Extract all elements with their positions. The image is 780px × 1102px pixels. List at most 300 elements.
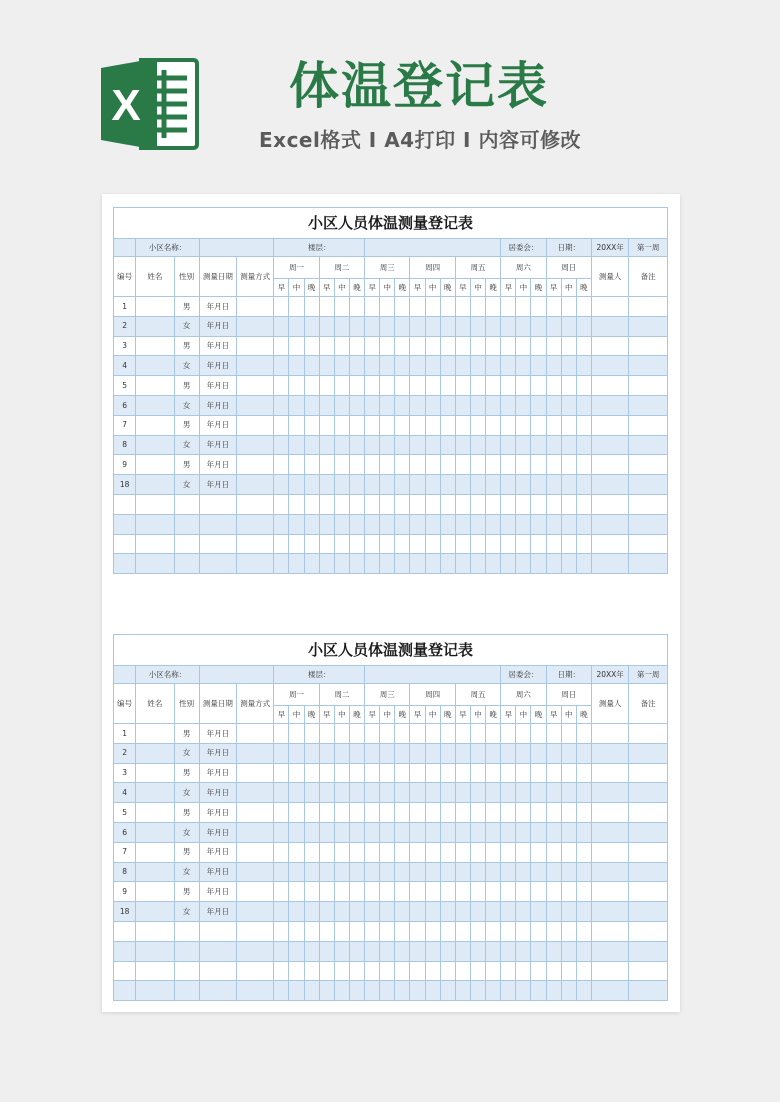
temperature-cell[interactable] (576, 743, 591, 763)
temperature-cell[interactable] (440, 395, 455, 415)
temperature-cell[interactable] (486, 842, 501, 862)
temperature-cell[interactable] (410, 316, 425, 336)
temperature-cell[interactable] (289, 475, 304, 495)
measurer-cell[interactable] (591, 842, 628, 862)
temperature-cell[interactable] (395, 475, 410, 495)
measurer-cell[interactable] (591, 336, 628, 356)
temperature-cell[interactable] (349, 783, 364, 803)
temperature-cell[interactable] (531, 494, 546, 514)
temperature-cell[interactable] (274, 336, 289, 356)
temperature-cell[interactable] (304, 941, 319, 961)
measurer-cell[interactable] (591, 554, 628, 574)
temperature-cell[interactable] (440, 534, 455, 554)
name-cell[interactable] (136, 514, 174, 534)
temperature-cell[interactable] (319, 475, 334, 495)
temperature-cell[interactable] (395, 356, 410, 376)
temperature-cell[interactable] (365, 376, 380, 396)
temperature-cell[interactable] (440, 376, 455, 396)
name-cell[interactable] (136, 415, 174, 435)
temperature-cell[interactable] (395, 494, 410, 514)
temperature-cell[interactable] (349, 336, 364, 356)
temperature-cell[interactable] (486, 882, 501, 902)
temperature-cell[interactable] (380, 981, 395, 1001)
temperature-cell[interactable] (516, 763, 531, 783)
measurer-cell[interactable] (591, 822, 628, 842)
temperature-cell[interactable] (304, 981, 319, 1001)
temperature-cell[interactable] (349, 763, 364, 783)
temperature-cell[interactable] (395, 783, 410, 803)
temperature-cell[interactable] (304, 763, 319, 783)
method-cell[interactable] (237, 743, 274, 763)
temperature-cell[interactable] (470, 435, 485, 455)
temperature-cell[interactable] (395, 534, 410, 554)
temperature-cell[interactable] (319, 862, 334, 882)
temperature-cell[interactable] (319, 783, 334, 803)
temperature-cell[interactable] (410, 724, 425, 744)
name-cell[interactable] (136, 455, 174, 475)
temperature-cell[interactable] (576, 882, 591, 902)
temperature-cell[interactable] (289, 455, 304, 475)
temperature-cell[interactable] (349, 514, 364, 534)
temperature-cell[interactable] (501, 803, 516, 823)
temperature-cell[interactable] (395, 822, 410, 842)
remarks-cell[interactable] (629, 822, 668, 842)
temperature-cell[interactable] (410, 554, 425, 574)
temperature-cell[interactable] (289, 882, 304, 902)
temperature-cell[interactable] (289, 822, 304, 842)
temperature-cell[interactable] (395, 554, 410, 574)
community-name-field[interactable] (199, 666, 274, 684)
temperature-cell[interactable] (440, 724, 455, 744)
temperature-cell[interactable] (576, 941, 591, 961)
measurer-cell[interactable] (591, 921, 628, 941)
temperature-cell[interactable] (486, 743, 501, 763)
method-cell[interactable] (237, 921, 274, 941)
temperature-cell[interactable] (486, 435, 501, 455)
temperature-cell[interactable] (546, 763, 561, 783)
temperature-cell[interactable] (486, 803, 501, 823)
temperature-cell[interactable] (334, 803, 349, 823)
temperature-cell[interactable] (425, 961, 440, 981)
remarks-cell[interactable] (629, 435, 668, 455)
name-cell[interactable] (136, 743, 174, 763)
measurer-cell[interactable] (591, 862, 628, 882)
name-cell[interactable] (136, 435, 174, 455)
temperature-cell[interactable] (576, 415, 591, 435)
temperature-cell[interactable] (304, 554, 319, 574)
temperature-cell[interactable] (410, 882, 425, 902)
temperature-cell[interactable] (304, 415, 319, 435)
temperature-cell[interactable] (304, 376, 319, 396)
temperature-cell[interactable] (304, 842, 319, 862)
temperature-cell[interactable] (576, 902, 591, 922)
temperature-cell[interactable] (531, 921, 546, 941)
temperature-cell[interactable] (365, 475, 380, 495)
temperature-cell[interactable] (395, 435, 410, 455)
temperature-cell[interactable] (486, 941, 501, 961)
temperature-cell[interactable] (470, 882, 485, 902)
remarks-cell[interactable] (629, 902, 668, 922)
temperature-cell[interactable] (576, 842, 591, 862)
method-cell[interactable] (237, 336, 274, 356)
temperature-cell[interactable] (561, 941, 576, 961)
temperature-cell[interactable] (501, 415, 516, 435)
name-cell[interactable] (136, 376, 174, 396)
name-cell[interactable] (136, 724, 174, 744)
temperature-cell[interactable] (440, 961, 455, 981)
temperature-cell[interactable] (576, 763, 591, 783)
temperature-cell[interactable] (516, 316, 531, 336)
temperature-cell[interactable] (274, 803, 289, 823)
remarks-cell[interactable] (629, 336, 668, 356)
temperature-cell[interactable] (410, 376, 425, 396)
temperature-cell[interactable] (319, 921, 334, 941)
temperature-cell[interactable] (304, 356, 319, 376)
temperature-cell[interactable] (410, 534, 425, 554)
temperature-cell[interactable] (425, 822, 440, 842)
temperature-cell[interactable] (349, 842, 364, 862)
measurer-cell[interactable] (591, 534, 628, 554)
temperature-cell[interactable] (576, 921, 591, 941)
temperature-cell[interactable] (516, 415, 531, 435)
temperature-cell[interactable] (380, 395, 395, 415)
temperature-cell[interactable] (334, 724, 349, 744)
method-cell[interactable] (237, 475, 274, 495)
temperature-cell[interactable] (531, 763, 546, 783)
temperature-cell[interactable] (561, 842, 576, 862)
temperature-cell[interactable] (365, 435, 380, 455)
name-cell[interactable] (136, 941, 174, 961)
temperature-cell[interactable] (531, 514, 546, 534)
temperature-cell[interactable] (365, 981, 380, 1001)
temperature-cell[interactable] (561, 534, 576, 554)
temperature-cell[interactable] (561, 356, 576, 376)
temperature-cell[interactable] (486, 822, 501, 842)
temperature-cell[interactable] (516, 724, 531, 744)
temperature-cell[interactable] (380, 724, 395, 744)
remarks-cell[interactable] (629, 475, 668, 495)
temperature-cell[interactable] (425, 356, 440, 376)
temperature-cell[interactable] (319, 554, 334, 574)
temperature-cell[interactable] (455, 941, 470, 961)
temperature-cell[interactable] (410, 743, 425, 763)
temperature-cell[interactable] (486, 763, 501, 783)
temperature-cell[interactable] (470, 981, 485, 1001)
method-cell[interactable] (237, 803, 274, 823)
temperature-cell[interactable] (486, 475, 501, 495)
measurer-cell[interactable] (591, 902, 628, 922)
temperature-cell[interactable] (425, 554, 440, 574)
remarks-cell[interactable] (629, 494, 668, 514)
temperature-cell[interactable] (274, 763, 289, 783)
temperature-cell[interactable] (501, 316, 516, 336)
temperature-cell[interactable] (440, 981, 455, 1001)
temperature-cell[interactable] (486, 862, 501, 882)
method-cell[interactable] (237, 376, 274, 396)
method-cell[interactable] (237, 724, 274, 744)
temperature-cell[interactable] (531, 941, 546, 961)
measurer-cell[interactable] (591, 981, 628, 1001)
temperature-cell[interactable] (334, 376, 349, 396)
temperature-cell[interactable] (319, 803, 334, 823)
temperature-cell[interactable] (486, 902, 501, 922)
temperature-cell[interactable] (561, 921, 576, 941)
temperature-cell[interactable] (516, 534, 531, 554)
temperature-cell[interactable] (561, 961, 576, 981)
temperature-cell[interactable] (410, 981, 425, 1001)
temperature-cell[interactable] (546, 455, 561, 475)
remarks-cell[interactable] (629, 415, 668, 435)
temperature-cell[interactable] (319, 316, 334, 336)
temperature-cell[interactable] (274, 783, 289, 803)
temperature-cell[interactable] (501, 356, 516, 376)
temperature-cell[interactable] (470, 902, 485, 922)
temperature-cell[interactable] (561, 494, 576, 514)
temperature-cell[interactable] (365, 763, 380, 783)
temperature-cell[interactable] (334, 862, 349, 882)
temperature-cell[interactable] (531, 554, 546, 574)
measurer-cell[interactable] (591, 356, 628, 376)
temperature-cell[interactable] (380, 783, 395, 803)
temperature-cell[interactable] (516, 395, 531, 415)
temperature-cell[interactable] (455, 514, 470, 534)
temperature-cell[interactable] (334, 475, 349, 495)
temperature-cell[interactable] (470, 743, 485, 763)
temperature-cell[interactable] (425, 534, 440, 554)
temperature-cell[interactable] (531, 534, 546, 554)
temperature-cell[interactable] (380, 435, 395, 455)
temperature-cell[interactable] (576, 554, 591, 574)
name-cell[interactable] (136, 336, 174, 356)
temperature-cell[interactable] (576, 534, 591, 554)
temperature-cell[interactable] (274, 724, 289, 744)
name-cell[interactable] (136, 921, 174, 941)
temperature-cell[interactable] (304, 902, 319, 922)
floor-field[interactable] (365, 239, 501, 257)
temperature-cell[interactable] (546, 783, 561, 803)
temperature-cell[interactable] (410, 514, 425, 534)
temperature-cell[interactable] (486, 724, 501, 744)
temperature-cell[interactable] (349, 475, 364, 495)
name-cell[interactable] (136, 783, 174, 803)
temperature-cell[interactable] (365, 554, 380, 574)
temperature-cell[interactable] (531, 475, 546, 495)
temperature-cell[interactable] (395, 862, 410, 882)
temperature-cell[interactable] (546, 395, 561, 415)
temperature-cell[interactable] (304, 961, 319, 981)
temperature-cell[interactable] (470, 822, 485, 842)
temperature-cell[interactable] (455, 455, 470, 475)
temperature-cell[interactable] (501, 534, 516, 554)
temperature-cell[interactable] (380, 961, 395, 981)
temperature-cell[interactable] (531, 961, 546, 981)
remarks-cell[interactable] (629, 763, 668, 783)
temperature-cell[interactable] (349, 902, 364, 922)
temperature-cell[interactable] (546, 981, 561, 1001)
temperature-cell[interactable] (440, 842, 455, 862)
temperature-cell[interactable] (546, 554, 561, 574)
temperature-cell[interactable] (455, 822, 470, 842)
temperature-cell[interactable] (334, 297, 349, 317)
temperature-cell[interactable] (561, 475, 576, 495)
temperature-cell[interactable] (395, 316, 410, 336)
temperature-cell[interactable] (516, 435, 531, 455)
method-cell[interactable] (237, 395, 274, 415)
temperature-cell[interactable] (334, 902, 349, 922)
temperature-cell[interactable] (289, 395, 304, 415)
temperature-cell[interactable] (365, 494, 380, 514)
temperature-cell[interactable] (546, 961, 561, 981)
temperature-cell[interactable] (546, 316, 561, 336)
name-cell[interactable] (136, 961, 174, 981)
remarks-cell[interactable] (629, 921, 668, 941)
temperature-cell[interactable] (425, 395, 440, 415)
temperature-cell[interactable] (516, 803, 531, 823)
temperature-cell[interactable] (334, 921, 349, 941)
temperature-cell[interactable] (274, 475, 289, 495)
temperature-cell[interactable] (516, 376, 531, 396)
temperature-cell[interactable] (274, 961, 289, 981)
temperature-cell[interactable] (531, 803, 546, 823)
temperature-cell[interactable] (334, 356, 349, 376)
temperature-cell[interactable] (410, 297, 425, 317)
remarks-cell[interactable] (629, 356, 668, 376)
temperature-cell[interactable] (546, 941, 561, 961)
temperature-cell[interactable] (425, 743, 440, 763)
temperature-cell[interactable] (455, 763, 470, 783)
temperature-cell[interactable] (334, 455, 349, 475)
temperature-cell[interactable] (365, 395, 380, 415)
temperature-cell[interactable] (425, 316, 440, 336)
temperature-cell[interactable] (365, 514, 380, 534)
temperature-cell[interactable] (470, 297, 485, 317)
temperature-cell[interactable] (319, 297, 334, 317)
temperature-cell[interactable] (274, 455, 289, 475)
temperature-cell[interactable] (516, 356, 531, 376)
remarks-cell[interactable] (629, 514, 668, 534)
temperature-cell[interactable] (274, 494, 289, 514)
temperature-cell[interactable] (546, 921, 561, 941)
measurer-cell[interactable] (591, 941, 628, 961)
temperature-cell[interactable] (349, 494, 364, 514)
temperature-cell[interactable] (380, 336, 395, 356)
temperature-cell[interactable] (380, 842, 395, 862)
temperature-cell[interactable] (274, 297, 289, 317)
temperature-cell[interactable] (501, 961, 516, 981)
temperature-cell[interactable] (516, 455, 531, 475)
temperature-cell[interactable] (410, 435, 425, 455)
temperature-cell[interactable] (531, 981, 546, 1001)
temperature-cell[interactable] (501, 435, 516, 455)
temperature-cell[interactable] (349, 316, 364, 336)
temperature-cell[interactable] (531, 743, 546, 763)
temperature-cell[interactable] (349, 356, 364, 376)
temperature-cell[interactable] (274, 921, 289, 941)
name-cell[interactable] (136, 803, 174, 823)
temperature-cell[interactable] (410, 921, 425, 941)
temperature-cell[interactable] (334, 961, 349, 981)
temperature-cell[interactable] (425, 783, 440, 803)
measurer-cell[interactable] (591, 376, 628, 396)
temperature-cell[interactable] (516, 822, 531, 842)
temperature-cell[interactable] (304, 783, 319, 803)
temperature-cell[interactable] (561, 554, 576, 574)
name-cell[interactable] (136, 763, 174, 783)
temperature-cell[interactable] (425, 336, 440, 356)
temperature-cell[interactable] (425, 882, 440, 902)
name-cell[interactable] (136, 494, 174, 514)
method-cell[interactable] (237, 297, 274, 317)
temperature-cell[interactable] (425, 763, 440, 783)
temperature-cell[interactable] (365, 356, 380, 376)
temperature-cell[interactable] (576, 376, 591, 396)
temperature-cell[interactable] (349, 961, 364, 981)
temperature-cell[interactable] (561, 822, 576, 842)
temperature-cell[interactable] (319, 882, 334, 902)
temperature-cell[interactable] (501, 842, 516, 862)
temperature-cell[interactable] (349, 376, 364, 396)
temperature-cell[interactable] (486, 316, 501, 336)
temperature-cell[interactable] (531, 435, 546, 455)
method-cell[interactable] (237, 356, 274, 376)
temperature-cell[interactable] (440, 316, 455, 336)
temperature-cell[interactable] (531, 297, 546, 317)
temperature-cell[interactable] (365, 822, 380, 842)
temperature-cell[interactable] (516, 297, 531, 317)
temperature-cell[interactable] (561, 902, 576, 922)
temperature-cell[interactable] (304, 822, 319, 842)
temperature-cell[interactable] (576, 514, 591, 534)
temperature-cell[interactable] (440, 475, 455, 495)
temperature-cell[interactable] (304, 534, 319, 554)
temperature-cell[interactable] (455, 783, 470, 803)
temperature-cell[interactable] (334, 981, 349, 1001)
temperature-cell[interactable] (470, 803, 485, 823)
method-cell[interactable] (237, 981, 274, 1001)
temperature-cell[interactable] (349, 415, 364, 435)
temperature-cell[interactable] (576, 297, 591, 317)
measurer-cell[interactable] (591, 743, 628, 763)
temperature-cell[interactable] (516, 862, 531, 882)
temperature-cell[interactable] (455, 435, 470, 455)
name-cell[interactable] (136, 822, 174, 842)
temperature-cell[interactable] (516, 981, 531, 1001)
temperature-cell[interactable] (470, 941, 485, 961)
measurer-cell[interactable] (591, 783, 628, 803)
temperature-cell[interactable] (334, 842, 349, 862)
temperature-cell[interactable] (486, 534, 501, 554)
temperature-cell[interactable] (349, 554, 364, 574)
measurer-cell[interactable] (591, 435, 628, 455)
temperature-cell[interactable] (425, 435, 440, 455)
temperature-cell[interactable] (274, 395, 289, 415)
temperature-cell[interactable] (410, 862, 425, 882)
temperature-cell[interactable] (380, 921, 395, 941)
temperature-cell[interactable] (546, 297, 561, 317)
temperature-cell[interactable] (455, 376, 470, 396)
temperature-cell[interactable] (380, 297, 395, 317)
temperature-cell[interactable] (289, 435, 304, 455)
remarks-cell[interactable] (629, 297, 668, 317)
method-cell[interactable] (237, 882, 274, 902)
temperature-cell[interactable] (349, 981, 364, 1001)
remarks-cell[interactable] (629, 455, 668, 475)
temperature-cell[interactable] (410, 803, 425, 823)
measurer-cell[interactable] (591, 415, 628, 435)
temperature-cell[interactable] (319, 743, 334, 763)
temperature-cell[interactable] (516, 882, 531, 902)
temperature-cell[interactable] (531, 724, 546, 744)
